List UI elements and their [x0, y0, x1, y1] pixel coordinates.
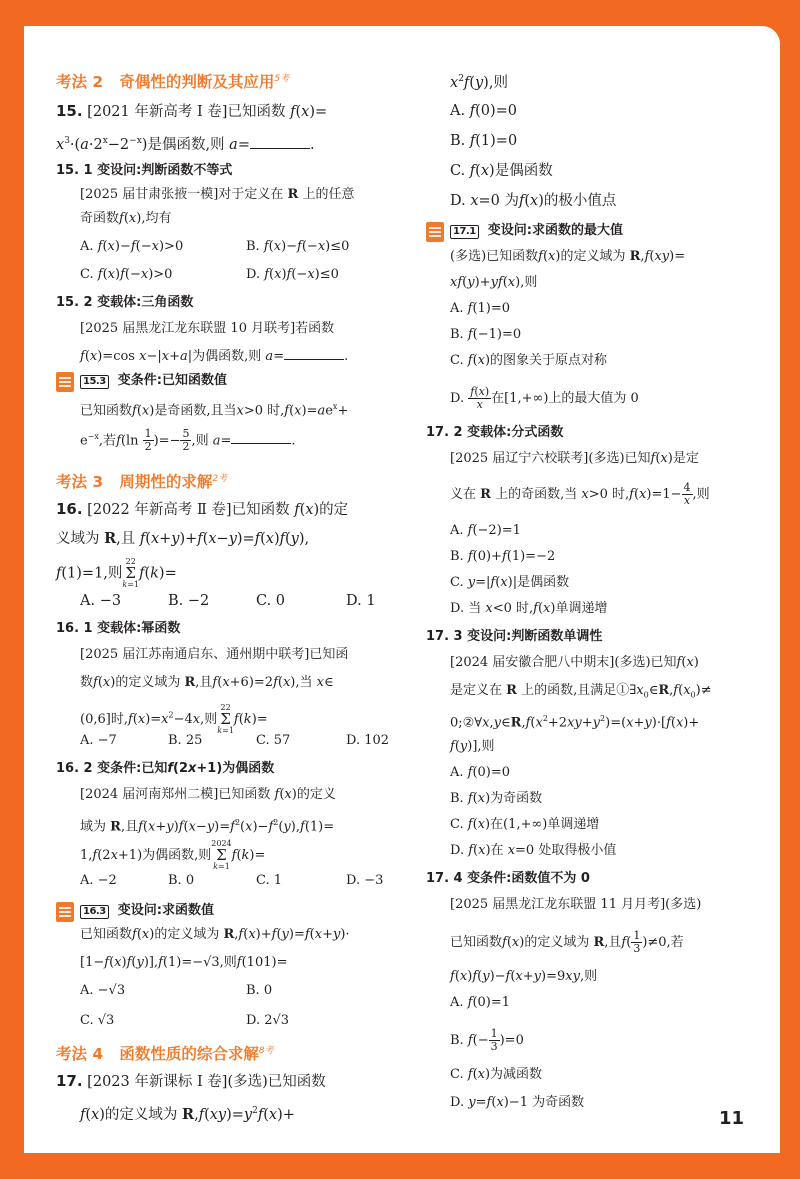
option-c[interactable]: C. f(x)是偶函数 [450, 163, 553, 179]
option-a[interactable]: A. −3 [80, 593, 122, 609]
variant-badge-icon [56, 902, 74, 922]
sub-15-2-line1: [2025 届黑龙江龙东联盟 10 月联考]若函数 [80, 321, 335, 336]
sub-16-2-line2: 域为 R,且$f(x+y)f(x-y)=f^2(x)-f^2(y),f(1)=$ [80, 818, 335, 835]
sub-17-4-line3: f(x)f(y)−f(x+y)=9xy,则 [450, 969, 598, 984]
option-c[interactable]: C. f(x)的图象关于原点对称 [450, 353, 608, 368]
option-a[interactable]: A. −7 [80, 733, 117, 748]
section-heading-2: 考法 2 奇偶性的判断及其应用$^{5考}$ [56, 73, 290, 92]
sub-17-2-line1: [2025 届辽宁六校联考](多选)已知f(x)是定 [450, 451, 699, 466]
option-a[interactable]: A. −√3 [80, 983, 126, 998]
section-heading-3: 考法 3 周期性的求解$^{2考}$ [56, 473, 228, 492]
option-d[interactable]: D. 当 x<0 时,f(x)单调递增 [450, 601, 608, 616]
option-b[interactable]: B. f(x)−f(−x)≤0 [246, 239, 350, 254]
page-number: 11 [718, 1108, 744, 1129]
option-c[interactable]: C. 0 [256, 593, 286, 609]
sub-16-2-line3: 1,f(2x+1)为偶函数,则2024 Σ k=1f(k)= [80, 839, 266, 871]
answer-blank[interactable] [250, 137, 310, 149]
sub-17-4-line1: [2025 届黑龙江龙东联盟 11 月月考](多选) [450, 897, 702, 912]
option-c[interactable]: C. f(x)f(−x)>0 [80, 267, 173, 282]
option-c[interactable]: C. y=|f(x)|是偶函数 [450, 575, 570, 590]
option-d[interactable]: D. y=f(x)−1 为奇函数 [450, 1095, 585, 1110]
sub-17-3-line4: f(y)],则 [450, 739, 495, 754]
option-a[interactable]: A. f(x)−f(−x)>0 [80, 239, 184, 254]
option-b[interactable]: B. f(1)=0 [450, 133, 518, 149]
option-c[interactable]: C. f(x)为减函数 [450, 1067, 543, 1082]
sub-17-3-heading: 17. 3 变设问:判断函数单调性 [426, 629, 603, 644]
option-a[interactable]: A. −2 [80, 873, 117, 888]
question-17-line3: $x^2f(y)$,则 [450, 74, 508, 91]
option-c[interactable]: C. f(x)在(1,+∞)单调递增 [450, 817, 600, 832]
option-d[interactable]: D. 2√3 [246, 1013, 290, 1028]
sub-16-2-heading: 16. 2 变条件:已知f(2x+1)为偶函数 [56, 761, 275, 776]
sub-15-2-heading: 15. 2 变载体:三角函数 [56, 295, 194, 310]
question-15-line2: $x^3\cdot(a\cdot 2^x-2^{-x})$是偶函数,则 a= . [56, 136, 315, 153]
variant-badge-icon [426, 222, 444, 242]
option-a[interactable]: A. f(0)=0 [450, 103, 517, 119]
sub-15-3-line2: $e^{-x}$,若f(ln $\frac{1}{2}$ )=− $\frac{5}{2}$ ,则 a= . [80, 427, 296, 454]
sub-17-2-heading: 17. 2 变载体:分式函数 [426, 425, 564, 440]
sub-17-3-line3: $0;②\forall x,y\in R,f(x^2+2xy+y^2)=(x+y)\cdot[f(x)+$ [450, 714, 700, 731]
question-16-line2: 义域为 R,且 f(x+y)+f(x−y)=f(x)f(y), [56, 530, 310, 547]
option-a[interactable]: A. f(−2)=1 [450, 523, 521, 538]
option-c[interactable]: C. 1 [256, 873, 283, 888]
question-15-line1: 15. [2021 年新高考 Ⅰ 卷]已知函数 f(x)= [56, 102, 328, 120]
sub-17-2-line2: 义在 R 上的奇函数,当 x>0 时,f(x)=1− $\frac{4}{x}$ ,则 [450, 481, 710, 507]
sub-16-1-line3: (0,6]时$,f(x)=x^2-4x$,则22 Σ k=1f(k)= [80, 703, 268, 735]
sub-15-2-line2: f(x)=cos x−|x+a|为偶函数,则 a= . [80, 349, 349, 364]
option-b[interactable]: B. f(0)+f(1)=−2 [450, 549, 556, 564]
question-17-line1: 17. [2023 年新课标 Ⅰ 卷](多选)已知函数 [56, 1072, 326, 1090]
sub-17-1-line1: (多选)已知函数f(x)的定义域为 R,f(xy)= [450, 249, 686, 264]
option-c[interactable]: C. √3 [80, 1013, 115, 1028]
option-a[interactable]: A. f(1)=0 [450, 301, 511, 316]
sub-16-3-heading: 16.3 变设问:求函数值 [80, 902, 214, 920]
sub-16-3-line1: 已知函数f(x)的定义域为 R,f(x)+f(y)=f(x+y)· [80, 927, 350, 942]
sub-16-1-line1: [2025 届江苏南通启东、通州期中联考]已知函 [80, 647, 349, 662]
sub-16-2-line1: [2024 届河南郑州二模]已知函数 f(x)的定义 [80, 787, 336, 802]
sub-15-3-heading: 15.3 变条件:已知函数值 [80, 372, 227, 390]
option-b[interactable]: B. 25 [168, 733, 203, 748]
option-b[interactable]: B. 0 [168, 873, 195, 888]
question-17-line2: f(x)的定义域为 $R,f(xy)=y^2f(x)+$ [80, 1105, 295, 1123]
sub-17-3-line1: [2024 届安徽合肥八中期末](多选)已知f(x) [450, 655, 699, 670]
sub-15-1-line2: 奇函数f(x),均有 [80, 211, 172, 226]
sub-17-1-line2: xf(y)+yf(x),则 [450, 275, 538, 290]
question-16-line3: f(1)=1,则22 Σ k=1f(k)= [56, 557, 177, 589]
option-d[interactable]: D. f(x)在 x=0 处取得极小值 [450, 843, 617, 858]
option-c[interactable]: C. 57 [256, 733, 291, 748]
sub-16-3-line2: [1−f(x)f(y)],f(1)=−√3,则f(101)= [80, 955, 288, 970]
variant-badge-icon [56, 372, 74, 392]
option-b[interactable]: B. f(− $\frac{1}{3}$ )=0 [450, 1027, 524, 1053]
sub-16-1-line2: 数f(x)的定义域为 R,且f(x+6)=2f(x),当 x∈ [80, 675, 334, 690]
option-a[interactable]: A. f(0)=0 [450, 765, 511, 780]
option-a[interactable]: A. f(0)=1 [450, 995, 511, 1010]
sub-16-1-heading: 16. 1 变载体:幂函数 [56, 621, 181, 636]
section-heading-4: 考法 4 函数性质的综合求解$^{8考}$ [56, 1045, 274, 1064]
option-d[interactable]: D. $\frac{f(x)}{x}$ 在[1,+∞)上的最大值为 0 [450, 385, 639, 411]
sub-15-1-line1: [2025 届甘肃张掖一模]对于定义在 R 上的任意 [80, 187, 355, 202]
sub-17-3-line2: 是定义在 R 上的函数,且满足$①\exists x_0\in R,f(x_0)\ne$ [450, 683, 712, 700]
option-b[interactable]: B. −2 [168, 593, 210, 609]
answer-blank[interactable] [284, 348, 344, 360]
sub-17-4-line2: 已知函数f(x)的定义域为 R,且f( $\frac{1}{3}$ )≠0,若 [450, 929, 684, 955]
sub-15-1-heading: 15. 1 变设问:判断函数不等式 [56, 163, 233, 178]
option-d[interactable]: D. −3 [346, 873, 384, 888]
sub-17-1-heading: 17.1 变设问:求函数的最大值 [450, 222, 623, 240]
option-b[interactable]: B. f(−1)=0 [450, 327, 522, 342]
question-16-line1: 16. [2022 年新高考 Ⅱ 卷]已知函数 f(x)的定 [56, 500, 349, 518]
option-b[interactable]: B. f(x)为奇函数 [450, 791, 543, 806]
workbook-page [24, 26, 780, 1153]
option-d[interactable]: D. 1 [346, 593, 376, 609]
answer-blank[interactable] [231, 432, 291, 444]
sub-15-3-line1: 已知函数f(x)是奇函数,且当x>0 时$,f(x)=ae^x+$ [80, 402, 349, 419]
option-d[interactable]: D. x=0 为f(x)的极小值点 [450, 193, 617, 209]
option-d[interactable]: D. 102 [346, 733, 390, 748]
option-d[interactable]: D. f(x)f(−x)≤0 [246, 267, 339, 282]
option-b[interactable]: B. 0 [246, 983, 273, 998]
sub-17-4-heading: 17. 4 变条件:函数值不为 0 [426, 871, 590, 886]
